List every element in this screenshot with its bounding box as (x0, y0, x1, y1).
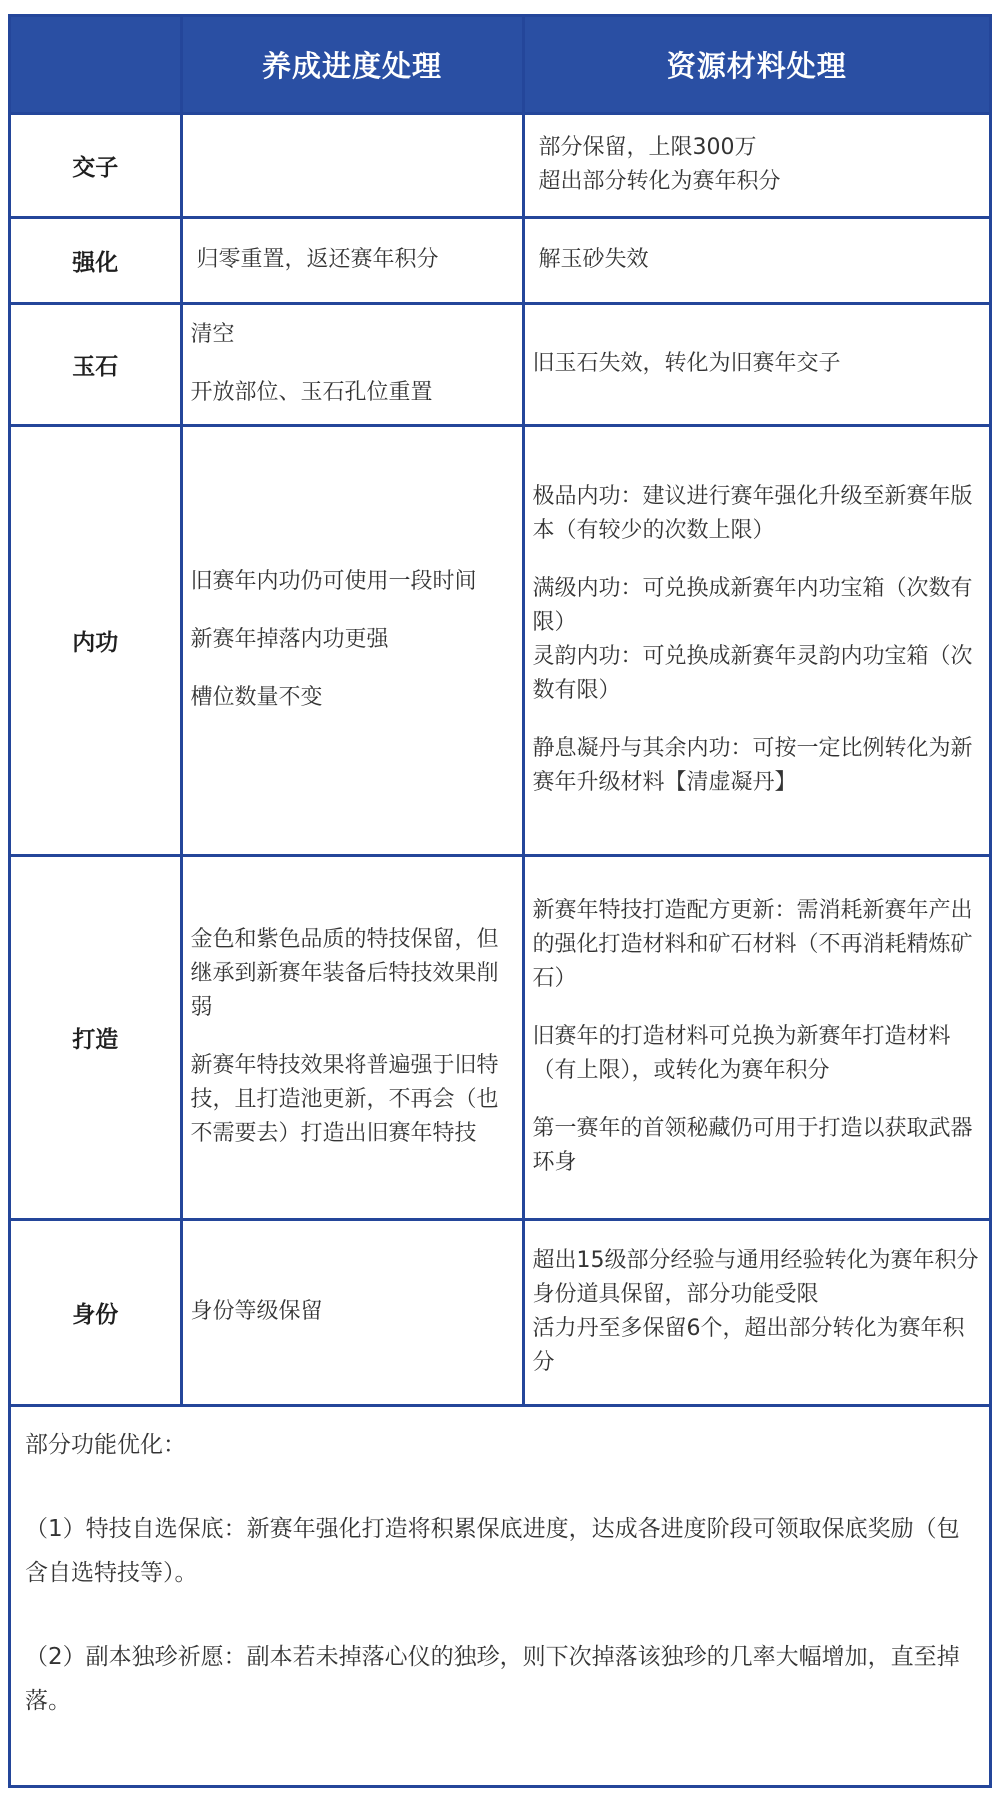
cell-line: 归零重置，返还赛年积分 (196, 247, 439, 272)
row-label: 内功 (11, 425, 181, 855)
row-label: 交子 (11, 113, 181, 217)
cell-line: 身份道具保留，部分功能受限 (532, 1282, 819, 1307)
progress-cell (181, 303, 523, 425)
cell-line: 新赛年特技打造配方更新：需消耗新赛年产出的强化打造材料和矿石材料（不再消耗精炼矿石） (532, 898, 973, 991)
table-row (11, 113, 989, 217)
optimization-notes (11, 1407, 989, 1723)
cell-line: 满级内功：可兑换成新赛年内功宝箱（次数有限） (532, 576, 973, 635)
cell-line: 金色和紫色品质的特技保留，但继承到新赛年装备后特技效果削弱 (190, 927, 499, 1020)
resource-cell (523, 217, 989, 303)
table-row (11, 425, 989, 855)
resource-cell (523, 425, 989, 855)
header-resource: 资源材料处理 (523, 17, 989, 113)
cell-line: 身份等级保留 (190, 1299, 323, 1324)
notes-title: 部分功能优化： (25, 1431, 186, 1458)
cell-line: 旧赛年内功仍可使用一段时间 (190, 569, 477, 594)
cell-line: 灵韵内功：可兑换成新赛年灵韵内功宝箱（次数有限） (532, 644, 973, 703)
cell-line: 部分保留，上限300万 (538, 135, 757, 160)
cell-line: 解玉砂失效 (538, 247, 649, 272)
cell-line: 槽位数量不变 (190, 685, 323, 710)
header-corner (11, 17, 181, 113)
cell-line: 开放部位、玉石孔位重置 (190, 380, 433, 405)
cell-line: 第一赛年的首领秘藏仍可用于打造以获取武器环身 (532, 1116, 973, 1175)
table-header-row (11, 17, 989, 113)
progress-cell (181, 217, 523, 303)
cell-line: 超出15级部分经验与通用经验转化为赛年积分 (532, 1248, 979, 1273)
progress-cell (181, 113, 523, 217)
cell-line: 清空 (190, 322, 235, 347)
note-item: （2）副本独珍祈愿：副本若未掉落心仪的独珍，则下次掉落该独珍的几率大幅增加，直至掉落。 (25, 1643, 960, 1714)
resource-cell (523, 113, 989, 217)
table-row (11, 217, 989, 303)
header-progress: 养成进度处理 (181, 17, 523, 113)
info-table-sheet (8, 14, 992, 1788)
row-label: 玉石 (11, 303, 181, 425)
row-label: 身份 (11, 1219, 181, 1405)
row-label: 打造 (11, 855, 181, 1219)
resource-cell (523, 303, 989, 425)
cell-line: 新赛年特技效果将普遍强于旧特技，且打造池更新，不再会（也不需要去）打造出旧赛年特技 (190, 1053, 499, 1146)
table-row (11, 303, 989, 425)
resource-cell (523, 855, 989, 1219)
progress-cell (181, 1219, 523, 1405)
cell-line: 静息凝丹与其余内功：可按一定比例转化为新赛年升级材料【清虚凝丹】 (532, 736, 973, 795)
cell-line: 活力丹至多保留6个，超出部分转化为赛年积分 (532, 1316, 965, 1375)
cell-line: 旧赛年的打造材料可兑换为新赛年打造材料（有上限），或转化为赛年积分 (532, 1024, 951, 1083)
progress-cell (181, 425, 523, 855)
cell-line: 超出部分转化为赛年积分 (538, 169, 781, 194)
table-row (11, 1219, 989, 1405)
row-label: 强化 (11, 217, 181, 303)
table-row (11, 855, 989, 1219)
note-item: （1）特技自选保底：新赛年强化打造将积累保底进度，达成各进度阶段可领取保底奖励（包含自选特技等）。 (25, 1515, 960, 1586)
cell-line: 新赛年掉落内功更强 (190, 627, 389, 652)
progress-cell (181, 855, 523, 1219)
season-transition-table (11, 17, 989, 1407)
cell-line: 旧玉石失效，转化为旧赛年交子 (532, 351, 841, 376)
resource-cell (523, 1219, 989, 1405)
cell-line: 极品内功：建议进行赛年强化升级至新赛年版本（有较少的次数上限） (532, 484, 973, 543)
